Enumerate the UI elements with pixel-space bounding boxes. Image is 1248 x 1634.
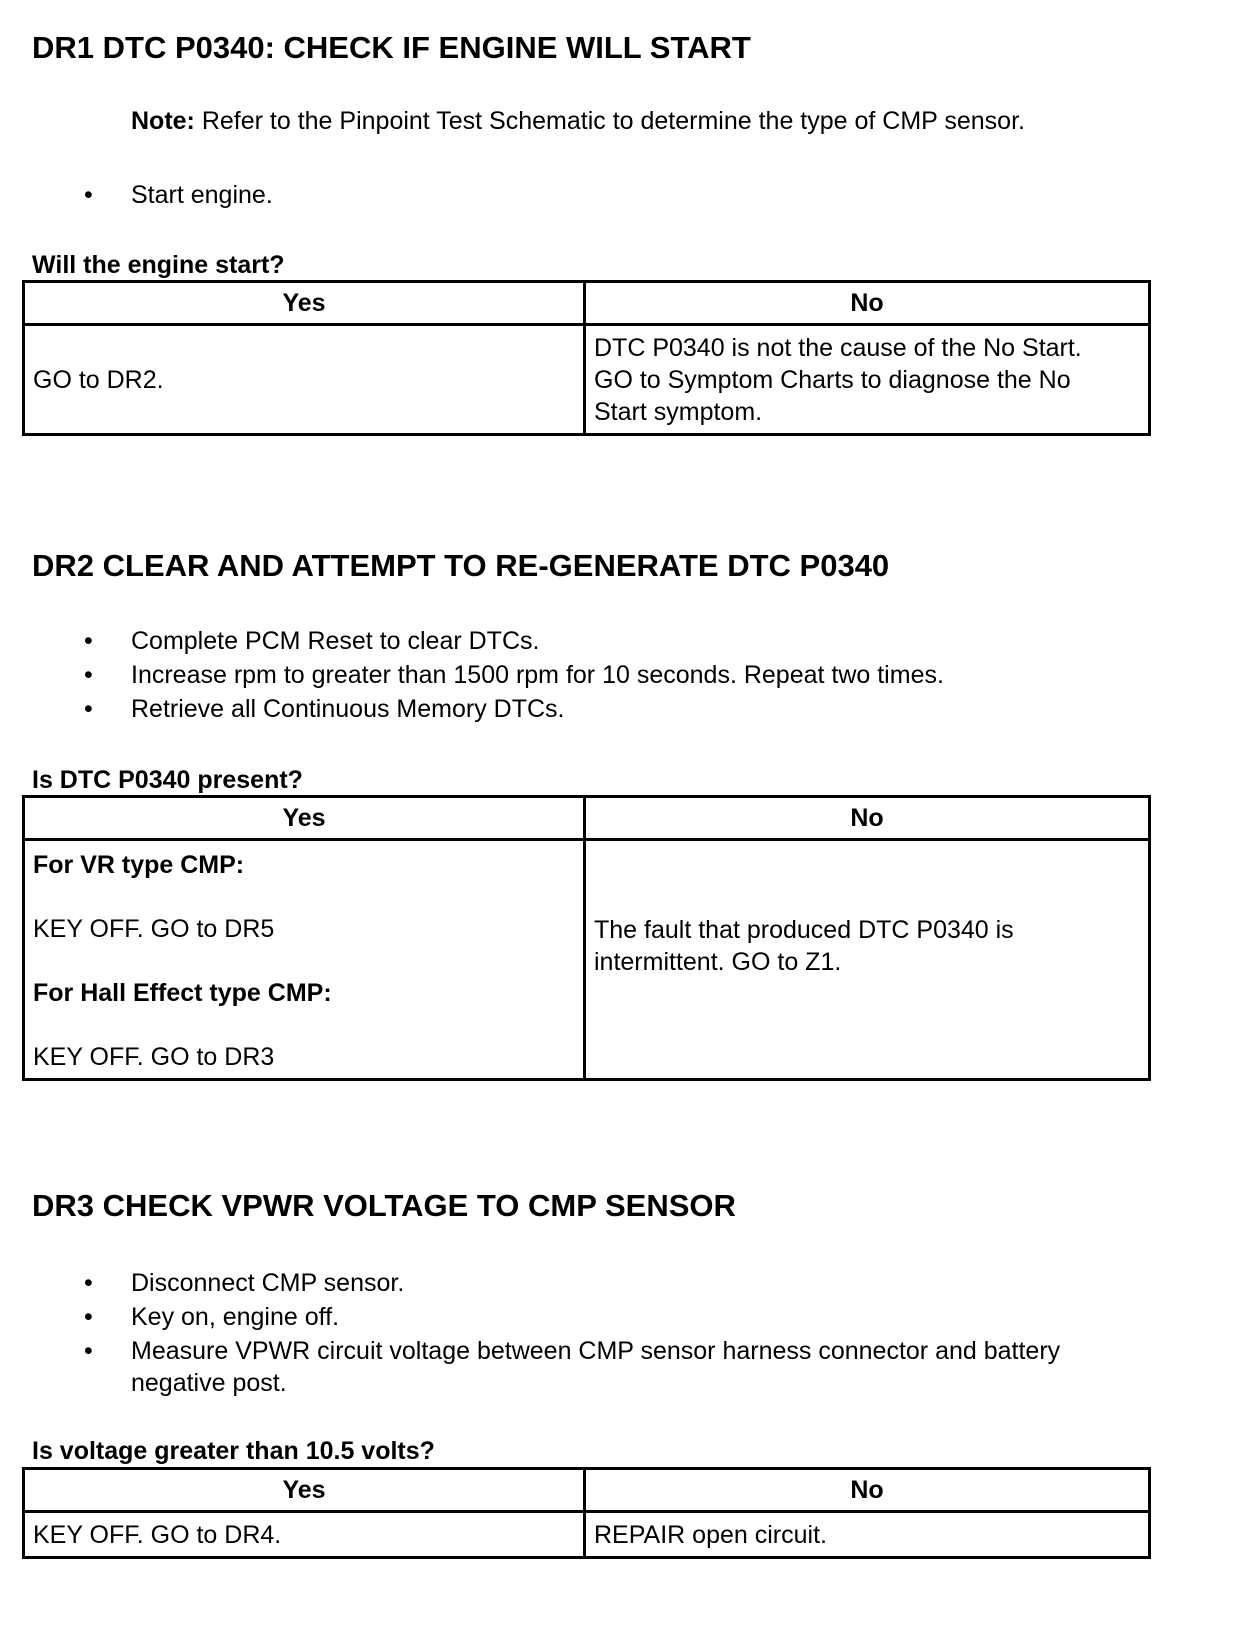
dr3-step: Measure VPWR circuit voltage between CMP sensor harness connector and battery xyxy=(131,1337,1061,1365)
note-text: Refer to the Pinpoint Test Schematic to determine the type of CMP sensor. xyxy=(194,107,1025,135)
dr2-step: Increase rpm to greater than 1500 rpm for 10 seconds. Repeat two times. xyxy=(131,661,944,689)
dr3-step: Disconnect CMP sensor. xyxy=(131,1269,405,1297)
dr2-step: Complete PCM Reset to clear DTCs. xyxy=(131,627,540,655)
bullet-icon: • xyxy=(84,1269,93,1297)
dr1-title: DR1 DTC P0340: CHECK IF ENGINE WILL START xyxy=(32,30,751,65)
vr-text: KEY OFF. GO to DR5 xyxy=(33,915,275,943)
bullet-icon: • xyxy=(84,1337,93,1365)
dr1-step: Start engine. xyxy=(131,181,273,209)
vr-label: For VR type CMP: xyxy=(33,851,245,879)
no-line: GO to Symptom Charts to diagnose the No xyxy=(594,365,1071,394)
no-header: No xyxy=(585,1469,1150,1512)
dr2-question: Is DTC P0340 present? xyxy=(32,766,303,794)
dr1-note xyxy=(131,106,1025,136)
dr3-title: DR3 CHECK VPWR VOLTAGE TO CMP SENSOR xyxy=(32,1188,736,1223)
no-line: intermittent. GO to Z1. xyxy=(594,947,842,976)
dr2-table xyxy=(22,795,1151,1081)
dr2-title: DR2 CLEAR AND ATTEMPT TO RE-GENERATE DTC P0340 xyxy=(32,548,890,583)
dr2-step: Retrieve all Continuous Memory DTCs. xyxy=(131,695,565,723)
hall-text: KEY OFF. GO to DR3 xyxy=(33,1043,275,1071)
no-cell: REPAIR open circuit. xyxy=(585,1512,1150,1558)
bullet-icon: • xyxy=(84,695,93,723)
dr3-question: Is voltage greater than 10.5 volts? xyxy=(32,1437,435,1465)
no-header: No xyxy=(585,282,1150,325)
bullet-icon: • xyxy=(84,181,93,209)
dr3-table xyxy=(22,1467,1151,1559)
yes-header: Yes xyxy=(24,1469,585,1512)
yes-cell: GO to DR2. xyxy=(24,325,585,435)
yes-header: Yes xyxy=(24,797,585,840)
dr1-table xyxy=(22,280,1151,436)
bullet-icon: • xyxy=(84,1303,93,1331)
bullet-icon: • xyxy=(84,627,93,655)
dr3-step: Key on, engine off. xyxy=(131,1303,340,1331)
yes-header: Yes xyxy=(24,282,585,325)
bullet-icon: • xyxy=(84,661,93,689)
dr1-question: Will the engine start? xyxy=(32,251,285,279)
dr3-step: negative post. xyxy=(131,1369,287,1397)
no-cell xyxy=(585,840,1150,1080)
hall-label: For Hall Effect type CMP: xyxy=(33,979,332,1007)
no-line: DTC P0340 is not the cause of the No Start. xyxy=(594,333,1082,362)
yes-cell: KEY OFF. GO to DR4. xyxy=(24,1512,585,1558)
no-cell xyxy=(585,325,1150,435)
yes-cell xyxy=(24,840,585,1080)
no-line: Start symptom. xyxy=(594,397,763,426)
note-label: Note: xyxy=(131,107,195,135)
no-line: The fault that produced DTC P0340 is xyxy=(594,915,1014,944)
no-header: No xyxy=(585,797,1150,840)
